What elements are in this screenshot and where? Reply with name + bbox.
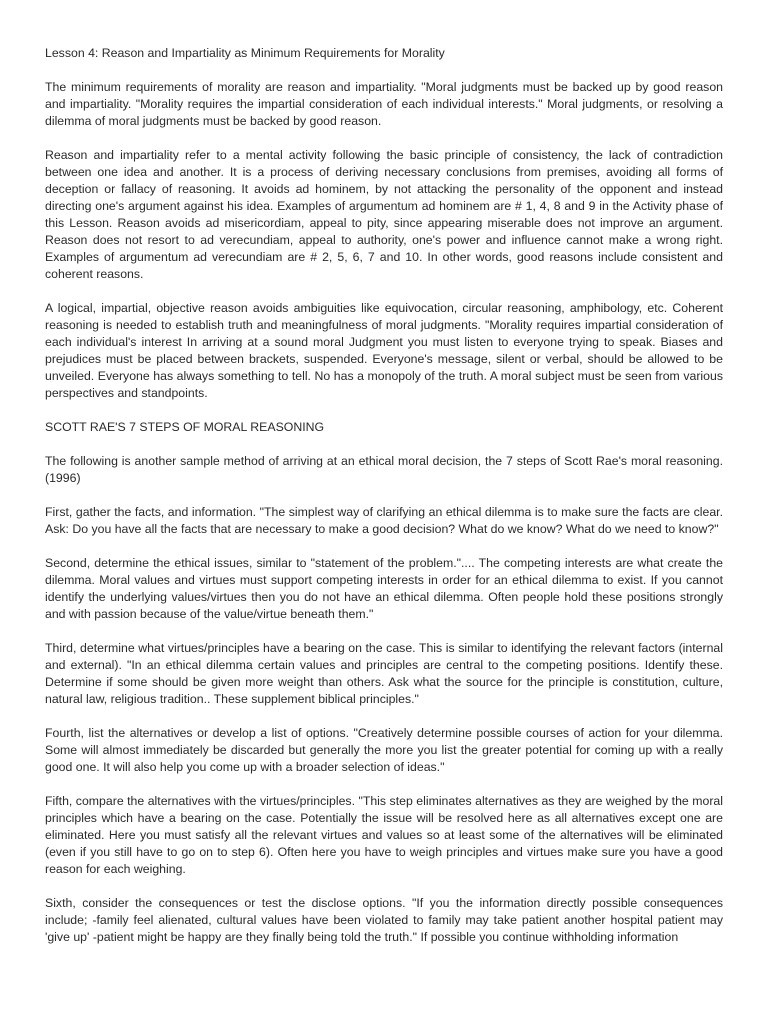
paragraph-step-fourth: Fourth, list the alternatives or develop a list of options. "Creatively determine possible courses of action for your dilemma. Some will almost immediately be discarded but generally the more you list the greater potential for coming up with a really good one. It will also help you come up with a broader selection of ideas." [45, 726, 723, 774]
paragraph-step-third: Third, determine what virtues/principles have a bearing on the case. This is similar to identifying the relevant factors (internal and external). "In an ethical dilemma certain values and principles are central to the competing positions. Identify these. Determine if some should be given more weight than others. Ask what the source for the principle is constitution, culture, natural law, religious tradition.. These supplement biblical principles." [45, 641, 723, 706]
paragraph-step-sixth: Sixth, consider the consequences or test the disclose options. "If you the information directly possible consequences include; -family feel alienated, cultural values have been violated to family may take patient another hospital patient may 'give up' -patient might be happy are they finally being told the truth." If possible you continue withholding information [45, 896, 723, 944]
paragraph-step-fifth: Fifth, compare the alternatives with the virtues/principles. "This step eliminates alternatives as they are weighed by the moral principles which have a bearing on the case. Potentially the issue will be resolved here as all alternatives except one are eliminated. Here you must satisfy all the relevant virtues and values so at least some of the alternatives will be eliminated (even if you still have to go on to step 6). Often here you have to weigh principles and virtues make sure you have a good reason for each weighing. [45, 794, 723, 876]
paragraph-reason-impartiality: Reason and impartiality refer to a mental activity following the basic principle of consistency, the lack of contradiction between one idea and another. It is a process of deriving necessary conclusions from premises, avoiding all forms of deception or fallacy of reasoning. It avoids ad hominem, by not attacking the personality of the opponent and instead directing one's argument against his idea. Examples of argumentum ad hominem are # 1, 4, 8 and 9 in the Activity phase of this Lesson. Reason avoids ad misericordiam, appeal to pity, since appearing miserable does not improve an argument. Reason does not resort to ad verecundiam, appeal to authority, one's power and influence cannot make a wrong right. Examples of argumentum ad verecundiam are # 2, 5, 6, 7 and 10. In other words, good reasons include consistent and coherent reasons. [45, 148, 723, 281]
paragraph-requirements: The minimum requirements of morality are reason and impartiality. "Moral judgments must be backed up by good reason and impartiality. "Morality requires the impartial consideration of each individual interests." Moral judgments, or resolving a dilemma of moral judgments must be backed by good reason. [45, 80, 723, 128]
paragraph-step-second: Second, determine the ethical issues, similar to "statement of the problem.".... The competing interests are what create the dilemma. Moral values and virtues must support competing interests in order for an ethical dilemma to exist. If you cannot identify the underlying values/virtues then you do not have an ethical dilemma. Often people hold these positions strongly and with passion because of the value/virtue beneath them." [45, 556, 723, 621]
lesson-title: Lesson 4: Reason and Impartiality as Minimum Requirements for Morality [45, 46, 445, 60]
document-page [45, 45, 723, 963]
paragraph-logical-reason: A logical, impartial, objective reason avoids ambiguities like equivocation, circular reasoning, amphibology, etc. Coherent reasoning is needed to establish truth and meaningfulness of moral judgments. "Morality requires impartial consideration of each individual's interest In arriving at a sound moral Judgment you must listen to everyone trying to speak. Biases and prejudices must be placed between brackets, suspended. Everyone's message, silent or verbal, should be allowed to be unveiled. Everyone has always something to tell. No has a monopoly of the truth. A moral subject must be seen from various perspectives and standpoints. [45, 301, 723, 400]
paragraph-steps-intro: The following is another sample method of arriving at an ethical moral decision, the 7 steps of Scott Rae's moral reasoning. (1996) [45, 454, 723, 485]
paragraph-step-first: First, gather the facts, and information. "The simplest way of clarifying an ethical dilemma is to make sure the facts are clear. Ask: Do you have all the facts that are necessary to make a good decision? What do we know? What do we need to know?" [45, 505, 723, 536]
section-heading: SCOTT RAE'S 7 STEPS OF MORAL REASONING [45, 420, 325, 434]
